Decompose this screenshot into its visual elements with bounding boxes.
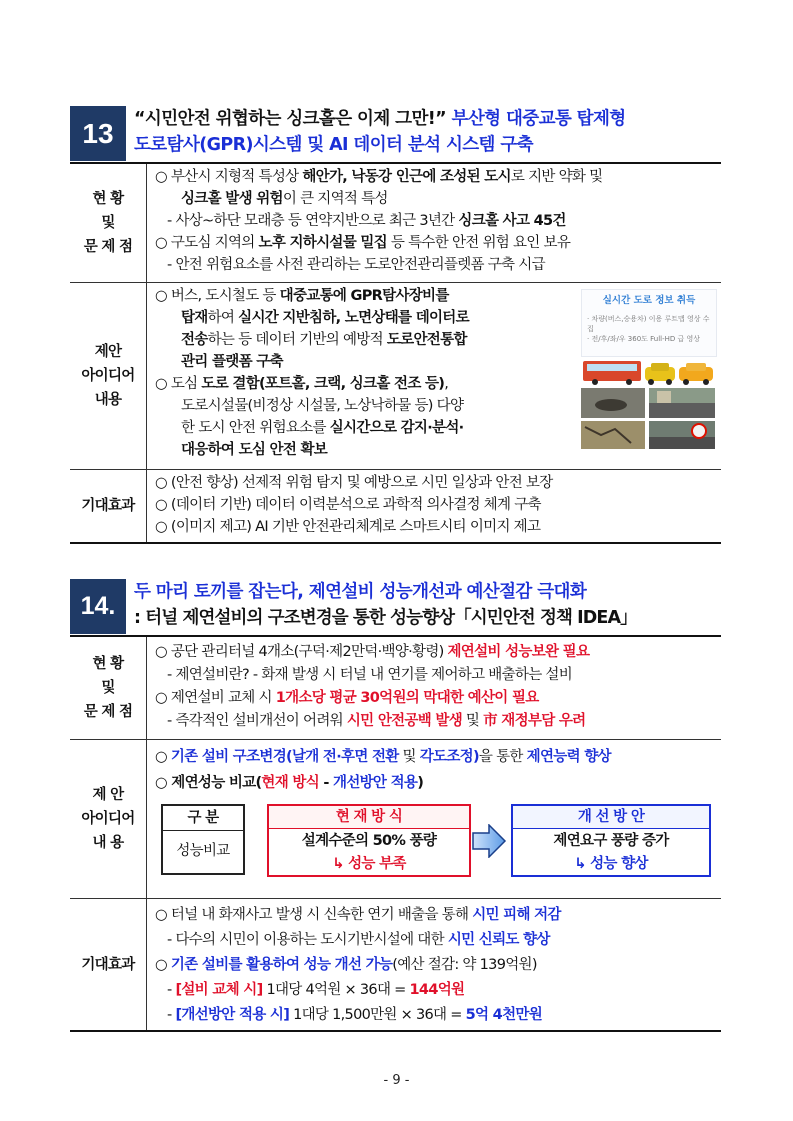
section-number: 13 [82, 117, 114, 149]
table-row [70, 740, 721, 899]
title-line-2: 도로탐사(GPR)시스템 및 AI 데이터 분석 시스템 구축 [134, 135, 533, 155]
label-line: 아이디어 [81, 368, 135, 384]
label-line: 현 황 [92, 656, 124, 672]
title-highlight: 부산형 대중교통 탑제형 [451, 109, 626, 129]
text-line: ○ 공단 관리터널 4개소(구덕·제2만덕·백양·황령) 제연설비 성능보완 필요 [155, 644, 590, 660]
status-content [147, 636, 722, 740]
text-line: ○ 기존 설비를 활용하여 성능 개선 가능(예산 절감: 약 139억원) [155, 957, 537, 973]
proposal-content [147, 740, 722, 899]
text-line: - 안전 위험요소를 사전 관리하는 도로안전관리플렛폼 구축 시급 [167, 257, 545, 273]
crack-photo [581, 421, 645, 449]
section-number-badge [70, 579, 126, 634]
vehicle-road-photos [581, 357, 715, 451]
right-arrow-icon [471, 824, 507, 858]
improvement-desc: 제연요구 풍량 증가 [553, 833, 669, 849]
title-quote: “시민안전 위협하는 싱크홀은 이제 그만!” [134, 109, 447, 129]
row-label-proposal [70, 740, 147, 899]
proposal-content [147, 283, 722, 470]
improvement-result: ↳ 성능 향상 [574, 856, 648, 872]
effect-content [147, 899, 722, 1032]
text-line: - [설비 교체 시] 1대당 4억원 × 36대 = 144억원 [167, 982, 465, 998]
comparison-row-cell: 성능비교 [161, 829, 245, 875]
performance-comparison [155, 802, 715, 876]
info-panel [581, 289, 717, 357]
text-line: - 다수의 시민이 이용하는 도시기반시설에 대한 시민 신뢰도 향상 [167, 932, 550, 948]
label-line: 및 [101, 215, 115, 231]
effect-content [147, 470, 722, 544]
section-13-header [70, 104, 721, 162]
text-line: ○ 제연설비 교체 시 1개소당 평균 30억원의 막대한 예산이 필요 [155, 690, 539, 706]
current-method-title: 현 재 방 식 [269, 806, 469, 829]
proposal-text [155, 285, 563, 461]
text-line: ○ 부산시 지형적 특성상 해안가, 낙동강 인근에 조성된 도시로 지반 약화 및 [155, 169, 603, 185]
info-title: 실시간 도로 정보 취득 [602, 295, 696, 306]
text-line: 싱크홀 발생 위험이 큰 지역적 특성 [181, 191, 388, 207]
text-line: 대응하여 도심 안전 확보 [181, 442, 328, 458]
label-line: 제안 [94, 344, 122, 360]
info-bullet: · 전/후/좌/우 360도 Full-HD 급 영상 [587, 335, 701, 343]
section-title [134, 106, 721, 158]
section-number-badge [70, 106, 126, 161]
row-label-effect [70, 899, 147, 1032]
table-row [70, 899, 721, 1032]
text-line: 도로시설물(비정상 시설물, 노상낙하물 등) 다양 [181, 398, 464, 414]
status-content [147, 163, 722, 283]
text-line: ○ 도심 도로 결함(포트홀, 크랙, 싱크홀 전조 등), [155, 376, 449, 392]
section-14-table [70, 635, 721, 1032]
text-line: ○ 기존 설비 구조변경(날개 전·후면 전환 및 각도조정)을 통한 제연능력 향상 [155, 749, 611, 765]
label-line: 내용 [94, 392, 122, 408]
text-line: ○ 제연성능 비교(현재 방식 - 개선방안 적용) [155, 775, 424, 791]
text-line: 한 도시 안전 위험요소를 실시간으로 감지·분석· [181, 420, 464, 436]
text-line: ○ (데이터 기반) 데이터 이력분석으로 과학적 의사결정 체계 구축 [155, 497, 541, 513]
label-line: 제 안 [92, 787, 124, 803]
text-line: 탑재하여 실시간 지반침하, 노면상태를 데이터로 [181, 310, 469, 326]
comparison-header-cell: 구 분 [161, 804, 245, 831]
info-bullet: · 차량(버스,승용차) 이용 루트맵 영상 수집 [587, 315, 710, 333]
section-13-table [70, 162, 721, 544]
label-line: 문 제 점 [83, 704, 133, 720]
current-method-box [267, 804, 471, 877]
text-line: 전송하는 등 데이터 기반의 예방적 도로안전통합 [181, 332, 467, 348]
row-label-proposal [70, 283, 147, 470]
text-line: ○ 터널 내 화재사고 발생 시 신속한 연기 배출을 통해 시민 피해 저감 [155, 907, 561, 923]
current-method-result: ↳ 성능 부족 [332, 856, 406, 872]
row-label-effect [70, 470, 147, 544]
table-row [70, 470, 721, 544]
text-line: ○ 버스, 도시철도 등 대중교통에 GPR탐사장비를 [155, 288, 449, 304]
text-line: - 사상~하단 모래층 등 연약지반으로 최근 3년간 싱크홀 사고 45건 [167, 213, 566, 229]
section-14 [70, 577, 721, 1032]
current-method-desc: 설계수준의 50% 풍량 [301, 833, 437, 849]
label-line: 아이디어 [81, 811, 135, 827]
section-title [134, 579, 721, 631]
gpr-illustration [581, 289, 715, 449]
label-line: 현 황 [92, 191, 124, 207]
title-line-2: : 터널 제연설비의 구조변경을 통한 성능향상「시민안전 정책 IDEA」 [134, 608, 637, 628]
text-line: ○ 구도심 지역의 노후 지하시설물 밀집 등 특수한 안전 위험 요인 보유 [155, 235, 571, 251]
text-line: - 즉각적인 설비개선이 어려워 시민 안전공백 발생 및 市 재정부담 우려 [167, 713, 586, 729]
section-14-header [70, 577, 721, 635]
label-line: 기대효과 [81, 956, 135, 973]
text-line: ○ (안전 향상) 선제적 위험 탐지 및 예방으로 시민 일상과 안전 보장 [155, 475, 553, 491]
section-number: 14. [80, 592, 116, 620]
table-row [70, 283, 721, 470]
label-line: 문 제 점 [83, 239, 133, 255]
improvement-title: 개 선 방 안 [513, 806, 709, 829]
title-line-1: 두 마리 토끼를 잡는다, 제연설비 성능개선과 예산절감 극대화 [134, 582, 587, 602]
row-label-status [70, 163, 147, 283]
section-13 [70, 104, 721, 544]
table-row [70, 163, 721, 283]
label-line: 내 용 [92, 835, 124, 851]
label-line: 및 [101, 680, 115, 696]
label-line: 기대효과 [81, 498, 135, 514]
text-line: 관리 플랫폼 구축 [181, 354, 283, 370]
text-line: ○ (이미지 제고) AI 기반 안전관리체계로 스마트시티 이미지 제고 [155, 519, 541, 535]
text-line: - [개선방안 적용 시] 1대당 1,500만원 × 36대 = 5억 4천만원 [167, 1007, 542, 1023]
improvement-box [511, 804, 711, 877]
table-row [70, 636, 721, 740]
page-number: - 9 - [383, 1073, 410, 1088]
row-label-status [70, 636, 147, 740]
text-line: - 제연설비란? - 화재 발생 시 터널 내 연기를 제어하고 배출하는 설비 [167, 667, 573, 683]
